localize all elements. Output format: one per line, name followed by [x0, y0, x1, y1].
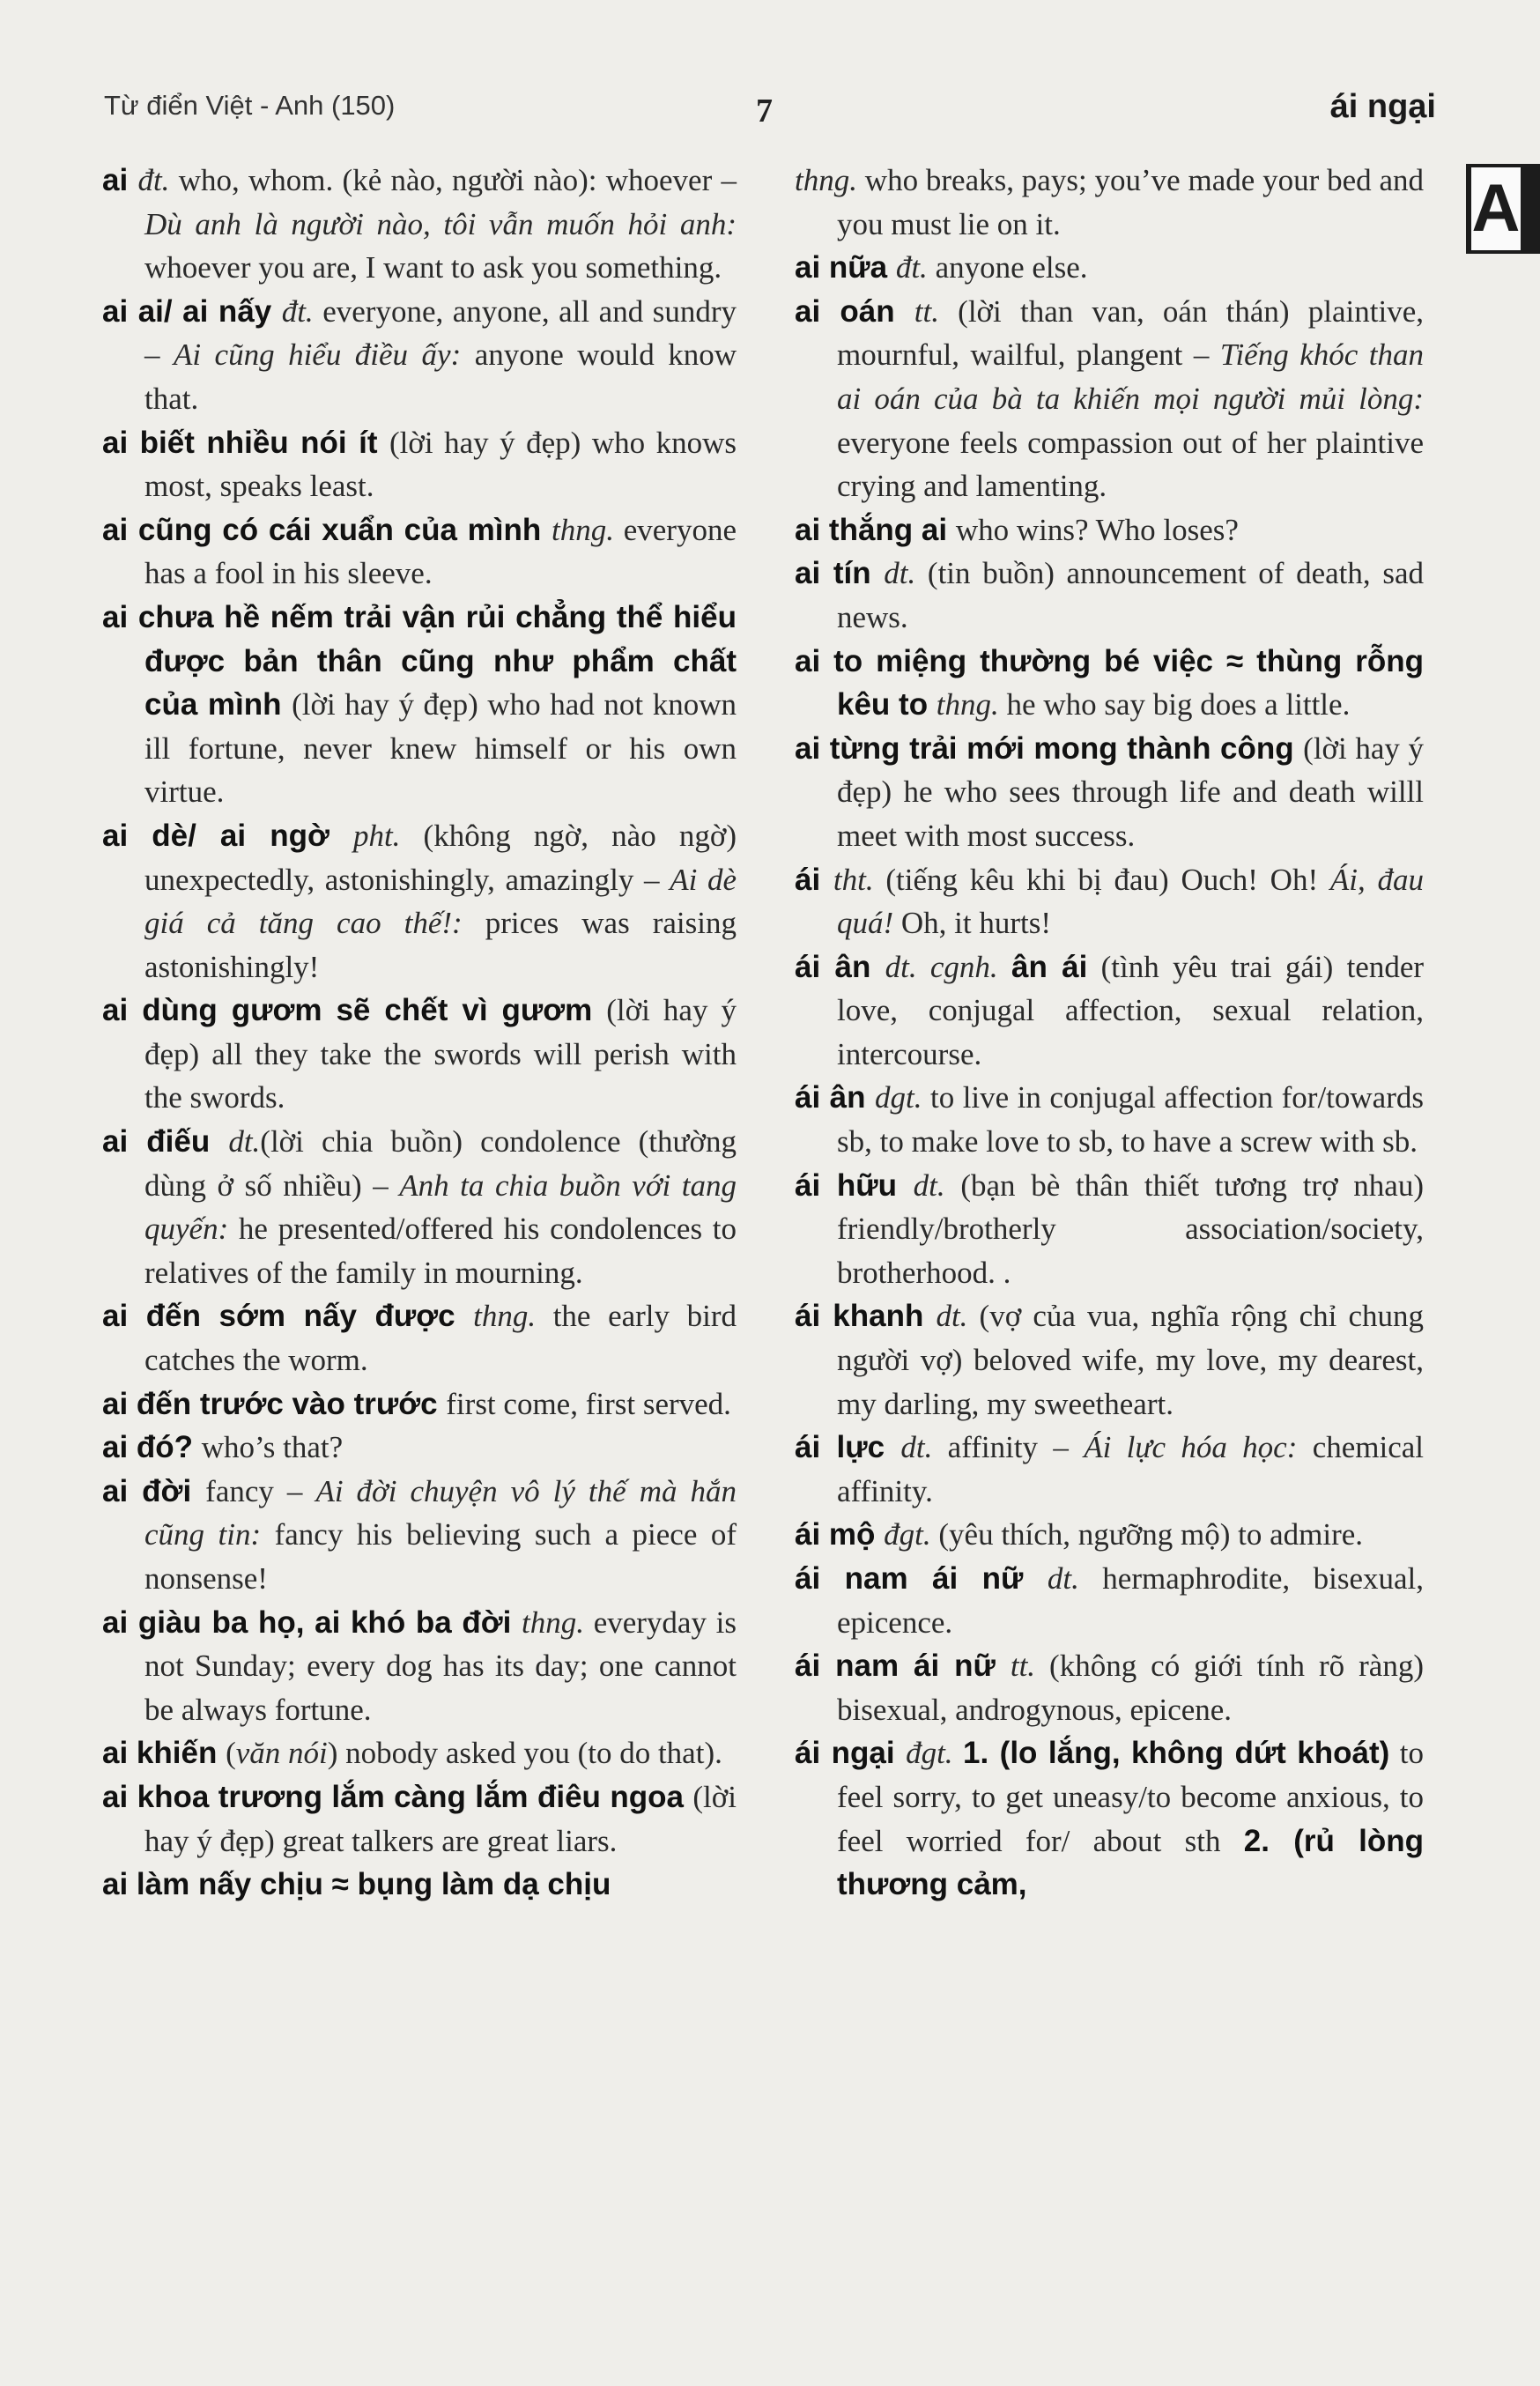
left-column	[102, 159, 737, 1907]
entry-headword: ái nam ái nữ	[795, 1649, 1011, 1684]
entry-headword: ai làm nấy chịu ≈ bụng làm dạ chịu	[102, 1867, 611, 1902]
dictionary-entry	[795, 945, 1424, 1077]
entry-headword: ai dùng gươm sẽ chết vì gươm	[102, 993, 607, 1028]
entry-italic-text: dt.	[884, 556, 916, 591]
entry-text: he presented/offered his condolences to relatives of the family in mourning.	[144, 1212, 737, 1290]
entry-italic-text: thng.	[552, 512, 614, 547]
entry-text: (lời hay ý đẹp) all they take the swords will perish with the swords.	[144, 993, 737, 1115]
entry-italic-text: tt.	[1010, 1649, 1036, 1684]
entry-headword: ai khiến	[102, 1736, 226, 1771]
entry-headword: ai từng trải mới mong thành công	[795, 730, 1304, 766]
entry-text: (tiếng kêu khi bị đau) Ouch! Oh!	[873, 862, 1330, 897]
entry-headword: ái mộ	[795, 1517, 885, 1552]
dictionary-entry	[102, 1775, 737, 1863]
entry-italic-text: Ái lực hóa học:	[1084, 1430, 1298, 1465]
entry-headword: ái hữu	[795, 1167, 914, 1203]
entry-headword: ai tín	[795, 556, 885, 591]
entry-italic-text: thng.	[795, 163, 857, 197]
dictionary-entry	[795, 290, 1424, 508]
entry-text: (lời than van, oán thán) plaintive, mournful, wailful, plangent –	[837, 293, 1424, 373]
entry-text: who, whom. (kẻ nào, người nào): whoever –	[169, 163, 737, 197]
entry-headword: ái nam ái nữ	[795, 1561, 1048, 1596]
entry-headword: ai oán	[795, 293, 914, 329]
entry-headword: ai nữa	[795, 250, 896, 285]
entry-text: he who say big does a little.	[998, 687, 1351, 722]
entry-headword: ái ngại	[795, 1736, 907, 1771]
entry-text: prices was raising astonishingly!	[144, 906, 737, 984]
entry-headword: ái khanh	[795, 1299, 937, 1334]
dictionary-entry	[795, 552, 1424, 639]
entry-italic-text: dt.	[936, 1299, 968, 1334]
entry-headword: ai đến trước vào trước	[102, 1386, 447, 1421]
entry-text	[998, 950, 1011, 984]
entry-italic-text: Anh ta chia buồn với tang quyến:	[144, 1167, 737, 1247]
entry-text: everyday is not Sunday; every dog has its day; one cannot be always fortune.	[144, 1604, 737, 1727]
entry-headword: ai giàu ba họ, ai khó ba đời	[102, 1604, 522, 1640]
dictionary-entry	[102, 1294, 737, 1382]
dictionary-entry	[102, 989, 737, 1120]
dictionary-entry	[102, 1601, 737, 1732]
dictionary-entry	[102, 814, 737, 989]
entry-headword: ai dè/ ai ngờ	[102, 818, 353, 853]
entry-italic-text: dt.	[228, 1124, 261, 1160]
dictionary-entry	[795, 1426, 1424, 1513]
entry-text: who’s that?	[201, 1430, 344, 1465]
entry-headword: 1. (lo lắng, không dứt khoát)	[963, 1736, 1390, 1771]
entry-text: (	[226, 1736, 236, 1771]
entry-italic-text: Ai cũng hiểu điều ấy:	[173, 337, 462, 373]
entry-text: the early bird catches the worm.	[144, 1299, 737, 1378]
entry-text: fancy his believing such a piece of nonsense!	[144, 1517, 737, 1596]
entry-italic-text: đt.	[137, 163, 170, 197]
dictionary-entry	[795, 1644, 1424, 1731]
entry-text: everyone has a fool in his sleeve.	[144, 512, 737, 591]
entry-headword: ai	[102, 163, 138, 197]
entry-headword: ai đến sớm nấy được	[102, 1299, 474, 1334]
entry-text: first come, first served.	[446, 1386, 731, 1421]
right-column	[795, 159, 1424, 1907]
entry-italic-text: đgt.	[884, 1517, 931, 1552]
entry-italic-text: đgt.	[906, 1736, 953, 1771]
dictionary-entry	[102, 1731, 737, 1775]
entry-text: to live in conjugal affection for/towards sb, to make love to sb, to have a screw with sb.	[837, 1080, 1424, 1160]
entry-headword: ân ái	[1011, 949, 1088, 984]
entry-headword: 2. (rủ lòng thương cảm,	[837, 1823, 1424, 1902]
dictionary-entry	[102, 1120, 737, 1294]
entry-italic-text: đt.	[281, 293, 314, 329]
dictionary-entry	[102, 290, 737, 421]
dictionary-entry	[102, 596, 737, 814]
entry-italic-text: Ái, đau quá!	[837, 862, 1424, 941]
entry-headword: ai đó?	[102, 1430, 202, 1465]
entry-italic-text: văn nói	[235, 1736, 328, 1771]
entry-text: (bạn bè thân thiết tương trợ nhau) friendly/brotherly association/society, brotherhood. .	[837, 1167, 1424, 1290]
dictionary-entry	[102, 1426, 737, 1470]
page-header	[104, 85, 1436, 137]
entry-text: chemical affinity.	[837, 1430, 1425, 1508]
dictionary-entry	[795, 1294, 1424, 1426]
entry-italic-text: Ai đời chuyện vô lý thế mà hắn cũng tin:	[144, 1473, 737, 1552]
entry-text: anyone else.	[927, 250, 1088, 285]
dictionary-entry	[795, 640, 1424, 727]
dictionary-entry	[795, 1731, 1424, 1906]
entry-italic-text: thng.	[473, 1299, 537, 1334]
entry-text: (lời hay ý đẹp) great talkers are great liars.	[144, 1779, 737, 1858]
book-title: Từ điển Việt - Anh (150)	[104, 90, 396, 121]
entry-headword: ai thắng ai	[795, 512, 956, 547]
entry-text: (không có giới tính rõ ràng) bisexual, androgynous, epicene.	[837, 1649, 1424, 1727]
entry-text: (lời hay ý đẹp) he who sees through life and death willl meet with most success.	[837, 730, 1424, 853]
dictionary-entry	[795, 159, 1424, 246]
entry-text: who wins? Who loses?	[955, 512, 1239, 547]
entry-text: (lời chia buồn) condolence (thường dùng ở số nhiều) –	[144, 1124, 737, 1203]
entry-headword: ái ân	[795, 1080, 875, 1115]
entry-italic-text: dt.	[913, 1167, 945, 1203]
entry-text: (lời hay ý đẹp) who knows most, speaks least.	[144, 425, 737, 504]
dictionary-entry	[102, 421, 737, 508]
entry-text: hermaphrodite, bisexual, epicence.	[837, 1561, 1424, 1640]
entry-text: who breaks, pays; you’ve made your bed and you must lie on it.	[837, 163, 1424, 241]
dictionary-entry	[102, 1382, 737, 1426]
entry-headword: ái lực	[795, 1430, 901, 1465]
dictionary-entry	[795, 246, 1424, 290]
entry-headword: ái ân	[795, 949, 885, 984]
entry-italic-text: dt.	[900, 1430, 933, 1465]
entry-italic-text: Ai dè giá cả tăng cao thế!:	[144, 862, 737, 941]
page-number: 7	[756, 93, 773, 130]
entry-headword: ai đời	[102, 1473, 206, 1508]
entry-italic-text: dt. cgnh.	[885, 949, 998, 984]
entry-headword: ai cũng có cái xuẩn của mình	[102, 512, 552, 547]
entry-text: (tình yêu trai gái) tender love, conjugal affection, sexual relation, intercourse.	[837, 949, 1425, 1071]
entry-italic-text: thng.	[936, 687, 999, 722]
entry-italic-text: Dù anh là người nào, tôi vẫn muốn hỏi anh:	[144, 206, 737, 241]
entry-headword: ai biết nhiều nói ít	[102, 425, 389, 460]
entry-italic-text: tt.	[914, 293, 939, 329]
entry-text: ) nobody asked you (to do that).	[327, 1736, 722, 1771]
entry-text: (vợ của vua, nghĩa rộng chỉ chung người vợ) beloved wife, my love, my dearest, my darling, my sweetheart.	[837, 1299, 1424, 1421]
entry-text: (lời hay ý đẹp) who had not known ill fortune, never knew himself or his own virtue.	[144, 687, 737, 810]
entry-text: affinity –	[932, 1430, 1085, 1465]
dictionary-entry	[795, 1076, 1424, 1163]
entry-italic-text: dt.	[1047, 1561, 1079, 1596]
dictionary-entry	[102, 1863, 737, 1907]
entry-headword: ai điếu	[102, 1124, 229, 1160]
section-letter: A	[1471, 167, 1521, 250]
dictionary-entry	[795, 1513, 1424, 1557]
entry-italic-text: đt.	[895, 250, 928, 285]
entry-italic-text: pht.	[352, 818, 401, 853]
entry-text: (yêu thích, ngưỡng mộ) to admire.	[930, 1517, 1364, 1552]
dictionary-entry	[102, 159, 737, 290]
entry-headword: ai khoa trương lắm càng lắm điêu ngoa	[102, 1779, 693, 1814]
entry-italic-text: tht.	[833, 862, 874, 897]
entry-headword: ai to miệng thường bé việc ≈ thùng rỗng kêu to	[795, 643, 1424, 722]
dictionary-entry	[102, 508, 737, 596]
entry-text: everyone feels compassion out of her plaintive crying and lamenting.	[837, 425, 1424, 504]
dictionary-entry	[795, 858, 1424, 945]
dictionary-entry	[795, 1557, 1424, 1644]
entry-text: Oh, it hurts!	[893, 906, 1052, 941]
guide-word: ái ngại	[1329, 88, 1436, 125]
dictionary-entry	[102, 1470, 737, 1601]
entry-text: anyone would know that.	[144, 337, 737, 416]
entry-headword: ai ai/ ai nấy	[102, 293, 282, 329]
entry-text: to feel sorry, to get uneasy/to become anxious, to feel worried for/ about sth	[837, 1736, 1425, 1858]
dictionary-entry	[795, 508, 1424, 552]
entry-italic-text: Tiếng khóc than ai oán của bà ta khiến mọi người mủi lòng:	[837, 337, 1424, 416]
entry-italic-text: dgt.	[874, 1080, 922, 1115]
entry-text: whoever you are, I want to ask you something.	[144, 250, 722, 285]
entry-headword: ái	[795, 862, 833, 897]
entry-text: (không ngờ, nào ngờ) unexpectedly, astonishingly, amazingly –	[144, 818, 737, 897]
section-thumb-tab	[1466, 164, 1540, 254]
entry-italic-text: thng.	[522, 1604, 584, 1640]
dictionary-entry	[795, 1164, 1424, 1295]
entry-headword: ai chưa hề nếm trải vận rủi chẳng thể hiểu được bản thân cũng như phẩm chất của mình	[102, 599, 737, 722]
entry-text	[953, 1736, 963, 1770]
dictionary-entry	[795, 727, 1424, 858]
entry-text: fancy –	[205, 1473, 316, 1508]
entry-text: (tin buồn) announcement of death, sad news.	[837, 556, 1424, 634]
entry-text: everyone, anyone, all and sundry –	[144, 293, 737, 373]
